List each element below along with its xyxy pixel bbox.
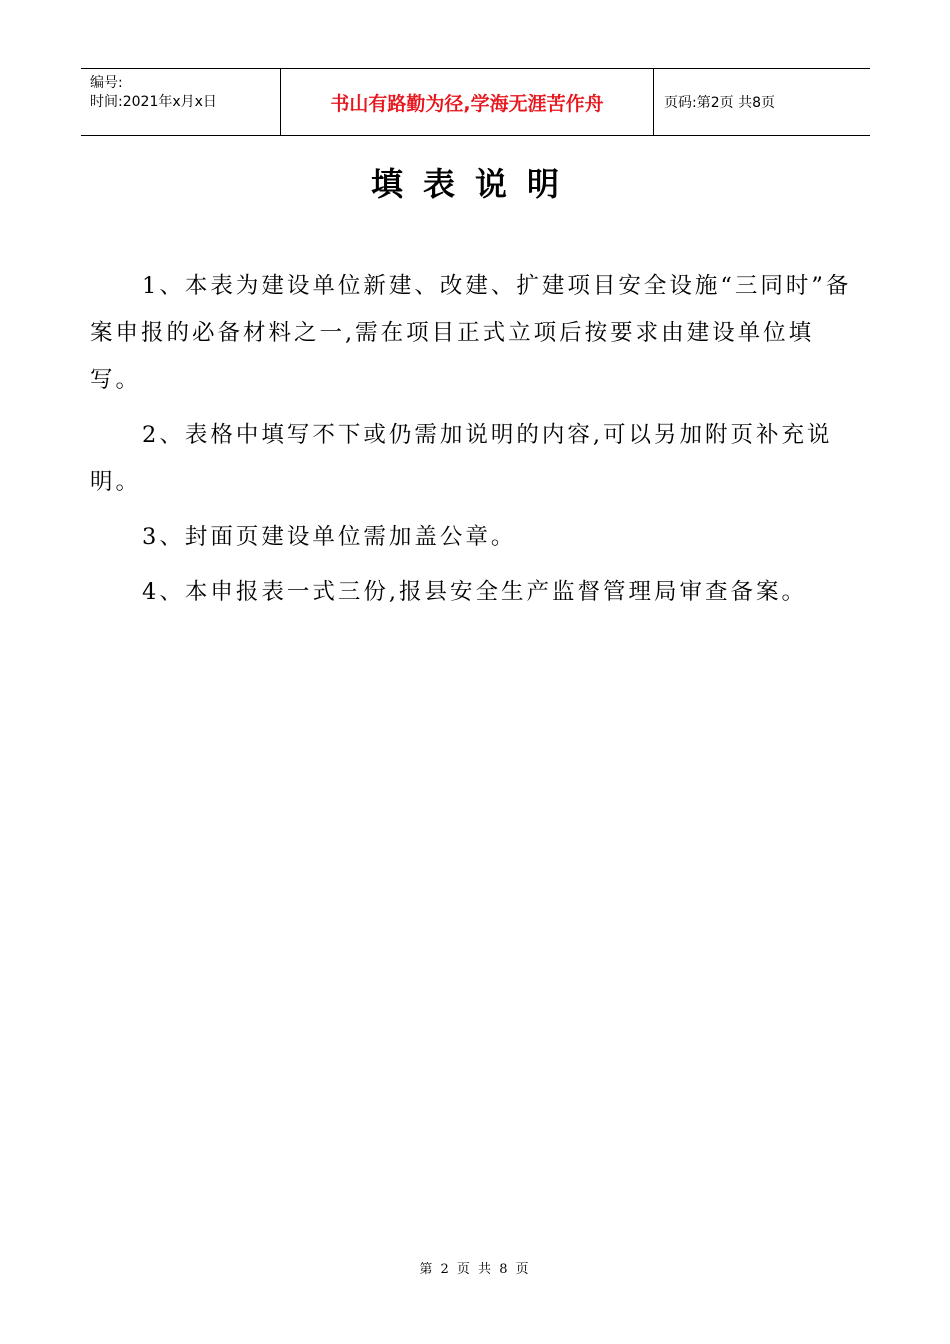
instruction-paragraph-3: 3、封面页建设单位需加盖公章。 [142,524,517,550]
header-meta [81,69,281,135]
page-header [81,68,870,136]
instruction-paragraph-1: 1、本表为建设单位新建、改建、扩建项目安全设施“三同时”备案申报的必备材料之一,需在项目正式立项后按要求由建设单位填写。 [90,273,852,393]
document-code-label: 编号: [90,75,123,91]
document-time-label: 时间:2021年x月x日 [90,94,217,110]
header-motto: 书山有路勤为径,学海无涯苦作舟 [281,69,654,135]
header-page-info: 页码:第2页 共8页 [664,95,775,111]
instruction-paragraph-2: 2、表格中填写不下或仍需加说明的内容,可以另加附页补充说明。 [90,422,833,495]
instructions-body [90,263,862,624]
instruction-paragraph-4: 4、本申报表一式三份,报县安全生产监督管理局审查备案。 [142,579,807,605]
page-footer: 第 2 页 共 8 页 [419,1262,531,1277]
page-title: 填表说明 [370,165,579,203]
